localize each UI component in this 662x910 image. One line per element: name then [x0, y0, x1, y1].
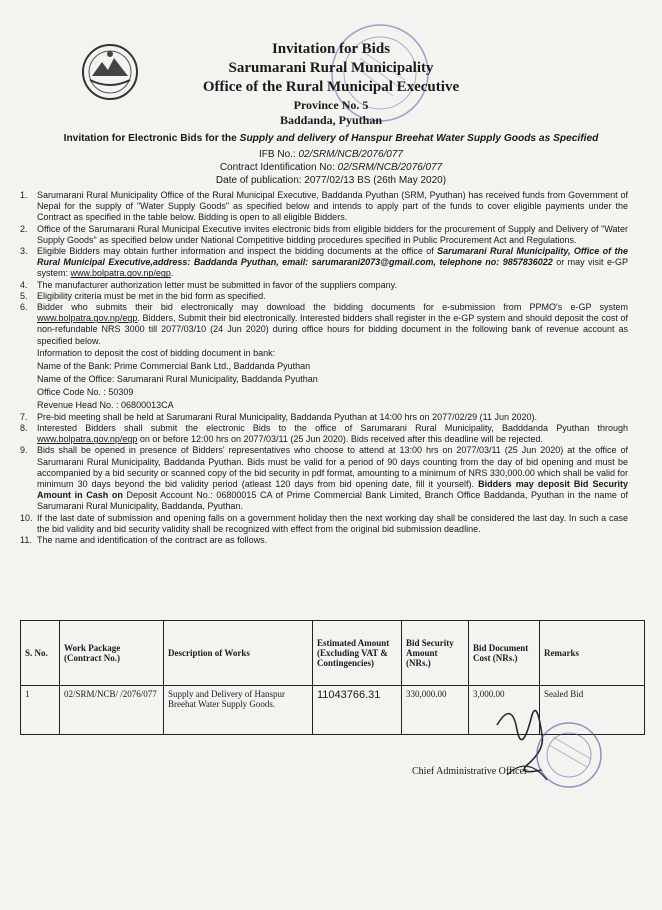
- clause-text: Pre-bid meeting shall be held at Sarumarani Rural Municipality, Baddanda Pyuthan at 14:00 hrs on 2077/02/29 (11 Jun 2020).: [37, 411, 537, 422]
- egp-link[interactable]: www.bolpatra.gov.np/egp: [37, 313, 138, 324]
- clause-3-end: .: [170, 268, 174, 279]
- bank-info-heading: Information to deposit the cost of bidding document in bank:: [37, 347, 276, 358]
- notice-title-emph: Supply and delivery of Hanspur Breehat Water Supply Goods as Specified: [239, 133, 599, 144]
- publication-date: Date of publication: 2077/02/13 BS (26th May 2020): [215, 175, 447, 186]
- column-header: S. No.: [21, 621, 60, 686]
- clause-text: The manufacturer authorization letter must be submitted in favor of the suppliers company.: [37, 279, 398, 290]
- clause-8-part-a: Interested Bidders shall submit the electronic Bids to the office of Sarumarani Rural Municipality, Badddanda Pyuthan through: [37, 423, 628, 434]
- notice-body: [20, 190, 628, 546]
- egp-link[interactable]: www.bolpatra.gov.np/egp: [70, 268, 171, 279]
- clause-3-part-c: or may visit e-GP system:: [37, 257, 628, 279]
- cell-bid-security: 330,000.00: [402, 686, 469, 735]
- bank-details: [37, 347, 628, 412]
- office-name: Name of the Office: Sarumarani Rural Municipality, Baddanda Pyuthan: [37, 373, 318, 384]
- clause-2: [20, 224, 628, 246]
- clause-7: [20, 412, 628, 423]
- egp-link[interactable]: www.bolpatra.gov.np/egp: [37, 434, 138, 445]
- clause-6-part-a: Bidder who submits their bid electronically may download the bidding documents for e-submission from PPMO's e-GP system: [37, 302, 628, 313]
- ifb-label: IFB No.:: [259, 149, 299, 160]
- clause-11: [20, 535, 628, 546]
- cell-description: Supply and Delivery of Hanspur Breehat Water Supply Goods.: [164, 686, 313, 735]
- bank-name: Name of the Bank: Prime Commercial Bank Ltd., Baddanda Pyuthan: [37, 360, 311, 371]
- header-line-1: Invitation for Bids: [271, 41, 391, 57]
- clause-4: [20, 280, 628, 291]
- clause-8-part-c: on or before 12:00 hrs on 2077/03/11 (25 Jun 2020). Bids received after this deadline will be rejected.: [137, 434, 543, 445]
- column-header: Remarks: [540, 621, 645, 686]
- contact-details: Sarumarani Rural Municipality, Office of the Rural Municipal Executive,address: Baddanda Pyuthan, email: sarumarani2073@gmail.com, telephone no: 9857836022: [37, 246, 628, 268]
- clause-number: 7.: [20, 411, 28, 422]
- ifb-number: [0, 149, 662, 160]
- clause-number: 1.: [20, 190, 28, 200]
- header-address: Baddanda, Pyuthan: [279, 113, 383, 127]
- contract-label: Contract Identification No:: [219, 162, 338, 173]
- clause-number: 8.: [20, 423, 28, 434]
- letterhead: [0, 40, 662, 128]
- clause-10: [20, 513, 628, 535]
- clause-1: [20, 190, 628, 224]
- clause-number: 10.: [20, 512, 33, 523]
- clause-number: 11.: [20, 535, 32, 546]
- header-office: Office of the Rural Municipal Executive: [202, 79, 460, 95]
- clause-number: 3.: [20, 246, 28, 257]
- cell-document-cost: 3,000.00: [469, 686, 540, 735]
- clause-text: [37, 302, 628, 347]
- signatory-title: Chief Administrative Officer: [412, 766, 528, 777]
- contract-identification: [0, 162, 662, 173]
- clause-6-part-c: . Bidders, Submit their bid electronically. Interested bidders shall register in the e-GP system and should deposit the cost of non-refundable NRS 3000 till 2077/03/10 (24 Jun 2020) during office hours for bidding document in the following bank of revenue account as specified below.: [37, 313, 628, 346]
- column-header: Bid Security Amount (NRs.): [402, 621, 469, 686]
- clause-text: The name and identification of the contract are as follows.: [37, 535, 268, 546]
- clause-5: [20, 291, 628, 302]
- clause-text: If the last date of submission and opening falls on a government holiday then the next working day shall be considered the last day. In such a case the bid validity and bid security validity shall be recognized with effect from the original bid submission deadline.: [37, 512, 628, 534]
- clause-number: 6.: [20, 302, 28, 313]
- cell-sno: 1: [21, 686, 60, 735]
- clause-9: [20, 445, 628, 512]
- clause-9-part-c: Deposit Account No.: 06800015 CA of Prime Commercial Bank Limited, Branch Office Baddanda, Pyuthan in the name of Sarumarani Rural Municipality, Baddanda, Pyuthan.: [37, 490, 628, 512]
- cash-deposit-note: Bidders may deposit Bid Security Amount in Cash on: [37, 479, 628, 501]
- clause-3: [20, 246, 628, 280]
- clause-number: 4.: [20, 279, 28, 290]
- ifb-value: 02/SRM/NCB/2076/077: [298, 149, 403, 160]
- clause-number: 2.: [20, 223, 28, 234]
- revenue-head: Revenue Head No. : 06800013CA: [37, 399, 174, 410]
- cell-remarks: Sealed Bid: [540, 686, 645, 735]
- cell-estimated-amount: 11043766.31: [313, 686, 402, 735]
- contract-value: 02/SRM/NCB/2076/077: [337, 162, 443, 173]
- clause-text: [37, 423, 628, 445]
- column-header: Estimated Amount (Excluding VAT & Contingencies): [313, 621, 402, 686]
- clause-text: [37, 445, 628, 512]
- notice-title: [10, 133, 652, 144]
- clause-text: Eligibility criteria must be met in the bid form as specified.: [37, 290, 266, 301]
- clause-number: 5.: [20, 290, 28, 301]
- office-code: Office Code No. : 50309: [37, 386, 134, 397]
- cell-work-package: 02/SRM/NCB/ /2076/077: [60, 686, 164, 735]
- column-header: Work Package (Contract No.): [60, 621, 164, 686]
- header-province: Province No. 5: [293, 98, 369, 112]
- column-header: Description of Works: [164, 621, 313, 686]
- table-header-row: [21, 621, 645, 686]
- clause-8: [20, 423, 628, 445]
- clause-6: [20, 302, 628, 347]
- notice-title-prefix: Invitation for Electronic Bids for the: [63, 133, 240, 144]
- signature-stamp-icon: [487, 695, 607, 805]
- clause-text: Sarumarani Rural Municipality Office of the Rural Municipal Executive, Baddanda Pyuthan (SRM, Pyuthan) has received funds from Government of Nepal for the supply of "Water Supply Goods" as specified below and intends to apply part of the funds to cover eligible payments under the Contract as specified in the table below. Bidding is open to all eligible Bidders.: [37, 190, 628, 223]
- column-header: Bid Document Cost (NRs.): [469, 621, 540, 686]
- clause-3-part-a: Eligible Bidders may obtain further information and inspect the bidding documents at the office of: [37, 246, 438, 257]
- clause-number: 9.: [20, 445, 28, 456]
- clause-text: Office of the Sarumarani Rural Municipal Executive invites electronic bids from eligible bidders for the procurement of Supply and Delivery of "Water Supply Goods" as specified below under National Competitive bidding procedures specified in Public Procurement Act and Regulations.: [37, 223, 628, 245]
- header-municipality: Sarumarani Rural Municipality: [228, 60, 434, 76]
- clause-text: [37, 246, 628, 280]
- clause-9-part-a: Bids shall be opened in presence of Bidders' representatives who choose to attend at 13:00 hrs on 2077/03/11 (25 Jun 2020) at the office of Sarumarani Rural Municipality, Baddanda Pyuthan. Bids must be valid for a period of 90 days counting from the day of bid opening and must be accompanied by a bid security or scanned copy of the bid security in pdf format, amounting to a minimum of NRS 330,000.00 which shall be valid for minimum 30 days beyond the bid validity period (atleast 120 days from bid opening date, fill it yourself).: [37, 445, 628, 490]
